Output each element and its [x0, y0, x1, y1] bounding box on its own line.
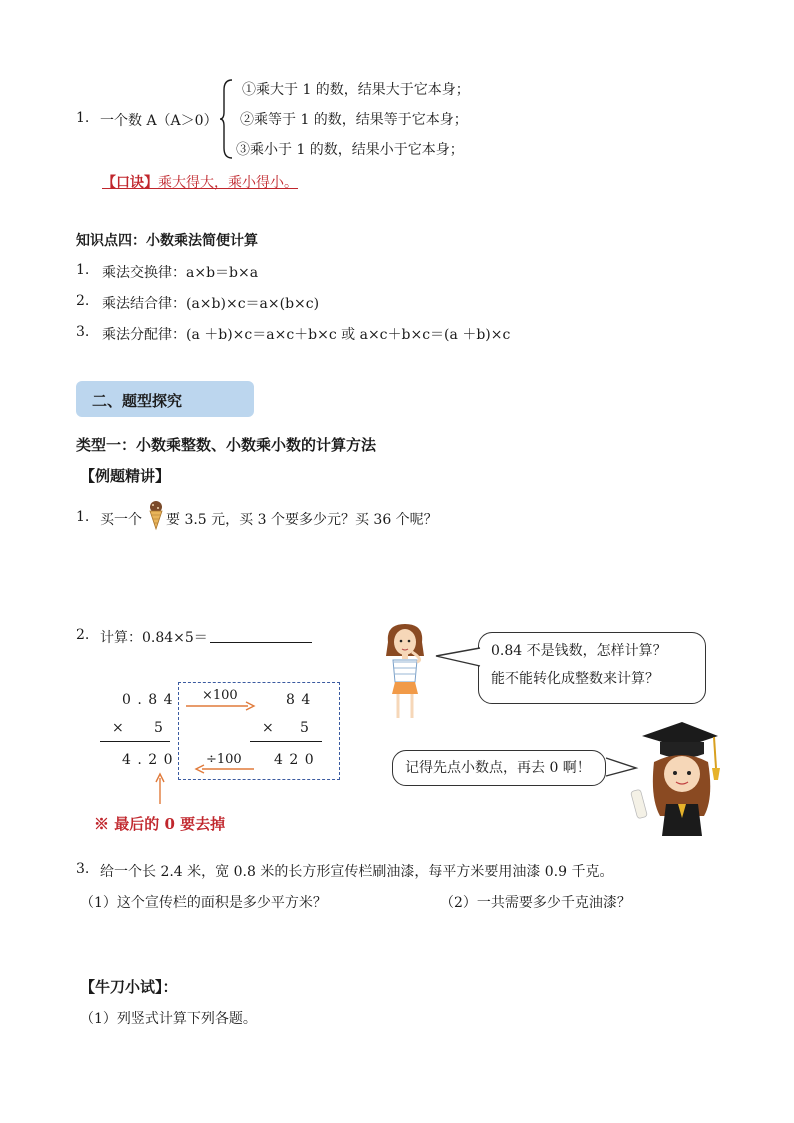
ice-cream-cone-icon	[148, 500, 164, 530]
left-calc-result: 4 . 2 0	[122, 752, 174, 768]
right-calc-op: ×	[262, 720, 274, 736]
q3-sub1: （1）这个宣传栏的面积是多少平方米？	[80, 895, 327, 911]
left-calc-line	[100, 741, 170, 742]
q1-number: 1.	[76, 509, 90, 525]
k4-law-2-num: 2.	[76, 293, 90, 309]
bubble2-text: 记得先点小数点，再去 0 啊！	[405, 760, 591, 776]
example-tag: 【例题精讲】	[80, 467, 171, 485]
k4-law-2: 乘法结合律：(a×b)×c＝a×(b×c)	[102, 296, 320, 312]
k4-title: 知识点四：小数乘法简便计算	[76, 233, 258, 249]
k4-law-1-num: 1.	[76, 262, 90, 278]
q3-number: 3.	[76, 861, 90, 877]
right-calc-row1: 8 4	[286, 692, 312, 708]
practice-item-1: （1）列竖式计算下列各题。	[80, 1011, 257, 1027]
speech-bubble-2	[392, 750, 606, 786]
k3-number: 1.	[76, 110, 90, 126]
graduate-girl-icon	[630, 718, 720, 838]
left-calc-row1: 0 . 8 4	[122, 692, 174, 708]
right-calc-line	[250, 741, 322, 742]
k3-lead: 一个数 A（A＞0）	[100, 113, 218, 129]
arrow-bottom-label: ÷100	[206, 752, 242, 767]
mnemonic	[102, 172, 298, 192]
bubble1-line2: 能不能转化成整数来计算？	[491, 671, 659, 687]
answer-blank-line	[210, 642, 312, 643]
k3-rule-2: ②乘等于 1 的数，结果等于它本身；	[240, 112, 468, 128]
arrow-top-label: ×100	[202, 688, 238, 703]
left-arrow-icon	[196, 764, 256, 774]
speech-bubble-1	[478, 632, 706, 704]
left-calc-mult: 5	[154, 720, 163, 736]
q1-text-after: 要 3.5 元，买 3 个要多少元？买 36 个呢？	[166, 512, 438, 528]
right-arrow-icon	[186, 701, 256, 711]
q3-text: 给一个长 2.4 米，宽 0.8 米的长方形宣传栏刷油漆，每平方米要用油漆 0.9 千克。	[100, 864, 614, 880]
q1-text-before: 买一个	[100, 512, 142, 528]
k3-rule-1: ①乘大于 1 的数，结果大于它本身；	[242, 82, 470, 98]
k4-law-3-num: 3.	[76, 324, 90, 340]
left-brace-icon	[220, 78, 234, 160]
girl-thinking-icon	[380, 622, 430, 722]
q2-number: 2.	[76, 627, 90, 643]
right-calc-mult: 5	[300, 720, 309, 736]
section-banner-label: 二、题型探究	[92, 392, 183, 410]
mnemonic-tag: 【口诀】	[102, 175, 158, 191]
bubble1-tail	[436, 646, 482, 670]
section-banner	[76, 381, 254, 417]
k3-rule-3: ③乘小于 1 的数，结果小于它本身；	[236, 142, 464, 158]
mnemonic-text: 乘大得大，乘小得小。	[158, 175, 298, 191]
q3-sub2: （2）一共需要多少千克油漆？	[440, 895, 631, 911]
practice-tag: 【牛刀小试】：	[80, 978, 178, 996]
up-arrow-icon	[155, 774, 165, 804]
k4-law-3: 乘法分配律：(a ＋b)×c＝a×c＋b×c 或 a×c＋b×c＝(a ＋b)×c	[102, 327, 511, 343]
q2-text: 计算：0.84×5＝	[100, 630, 208, 646]
left-calc-op: ×	[112, 720, 124, 736]
q2-note: ※ 最后的 0 要去掉	[94, 815, 226, 833]
right-calc-result: 4 2 0	[274, 752, 315, 768]
k4-law-1: 乘法交换律：a×b＝b×a	[102, 265, 259, 281]
type1-title: 类型一：小数乘整数、小数乘小数的计算方法	[76, 436, 377, 454]
bubble1-line1: 0.84 不是钱数，怎样计算？	[491, 643, 667, 659]
